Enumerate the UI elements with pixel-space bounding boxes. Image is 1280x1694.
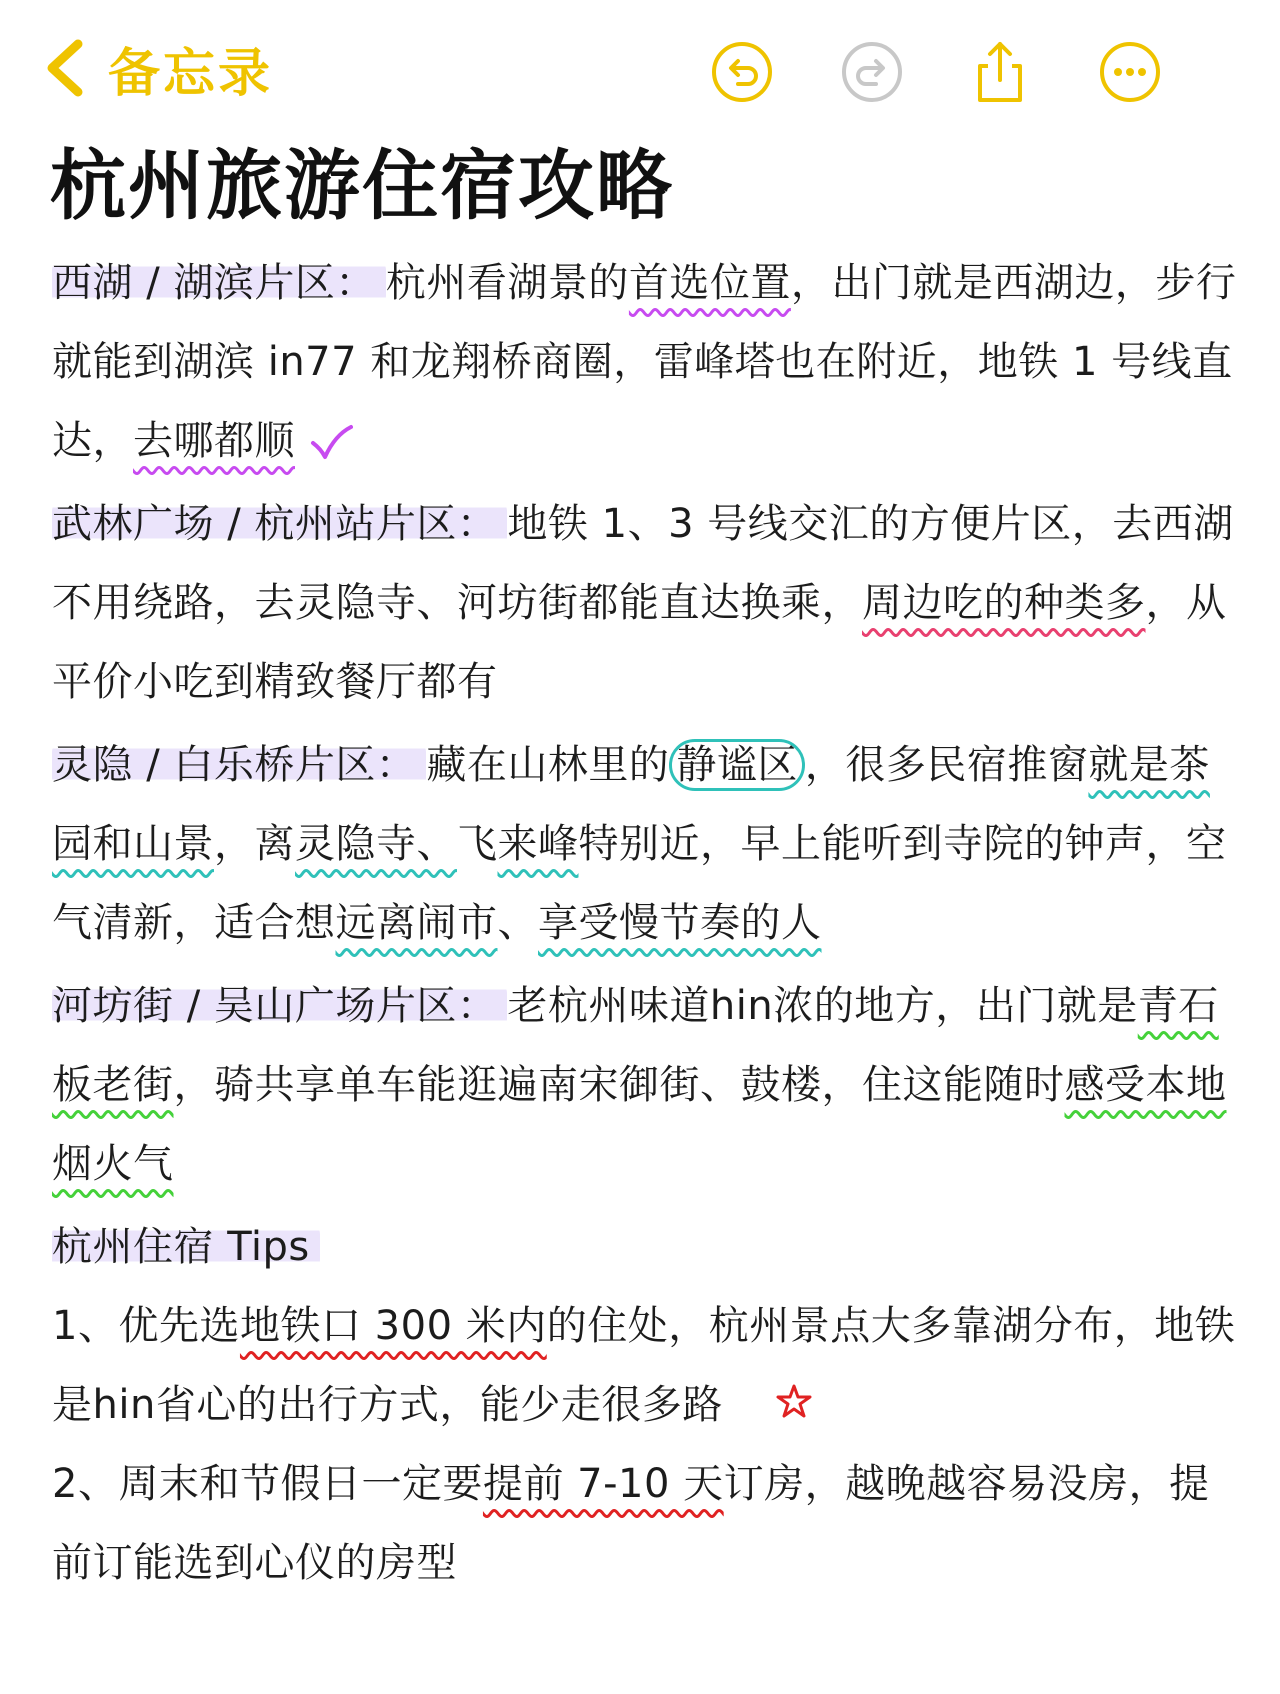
redo-icon xyxy=(838,38,906,106)
section-lingyin xyxy=(52,726,1237,963)
section-text: 老杭州味道hin浓的地方，出门就是 xyxy=(507,983,1138,1029)
section-text: 杭州看湖景的 xyxy=(385,260,629,306)
tip-text: 订房，越晚越容易没房，提前订能选到心仪的房型 xyxy=(52,1461,1210,1586)
section-xihu xyxy=(52,244,1237,481)
highlight-mark: 灵隐寺、 xyxy=(295,821,457,867)
section-hefang xyxy=(52,967,1237,1204)
highlight-mark: 地铁口 300 米内 xyxy=(239,1303,547,1349)
section-heading: 武林广场 / 杭州站片区： xyxy=(52,501,507,547)
undo-button[interactable] xyxy=(708,38,776,106)
more-button[interactable] xyxy=(1096,38,1164,106)
section-text: 地铁 1、3 号线交汇的方便片区，去西湖不用绕路，去灵隐寺、河坊街都能直达换乘， xyxy=(52,501,1234,626)
back-label: 备忘录 xyxy=(108,43,274,104)
share-button[interactable] xyxy=(966,38,1034,106)
share-icon xyxy=(966,38,1034,106)
highlight-mark: 来峰 xyxy=(497,821,579,867)
checkmark-icon xyxy=(309,423,353,463)
chevron-left-icon xyxy=(38,36,94,100)
highlight-mark: 就是茶园和山景 xyxy=(52,742,1210,867)
highlight-mark: 去哪都顺 xyxy=(133,418,295,464)
section-wulin xyxy=(52,485,1237,722)
tip-item xyxy=(52,1287,1237,1445)
star-icon xyxy=(774,1382,814,1422)
note-title: 杭州旅游住宿攻略 xyxy=(50,141,674,230)
highlight-mark: 青石板老街 xyxy=(52,983,1219,1108)
highlight-mark: 享受慢节奏的人 xyxy=(538,900,822,946)
section-heading: 灵隐 / 白乐桥片区： xyxy=(52,742,426,788)
section-text: ，离 xyxy=(214,821,295,867)
section-text: ，骑共享单车能逛遍南宋御街、鼓楼，住这能随时 xyxy=(173,1062,1065,1108)
section-text: ，很多民宿推窗 xyxy=(804,742,1089,788)
tip-item xyxy=(52,1445,1237,1603)
more-icon xyxy=(1096,38,1164,106)
section-text: 藏在山林里的 xyxy=(426,742,670,788)
section-heading: 西湖 / 湖滨片区： xyxy=(52,260,386,306)
highlight-mark: 感受本地烟火气 xyxy=(52,1062,1227,1187)
section-text: 飞 xyxy=(457,821,498,867)
section-text: 特别近，早上能听到寺院的钟声，空气清新，适合想 xyxy=(52,821,1227,946)
section-heading: 河坊街 / 吴山广场片区： xyxy=(52,983,507,1029)
note-body[interactable] xyxy=(52,244,1237,1603)
section-text: ，出门就是西湖边，步行就能到湖滨 in77 和龙翔桥商圈，雷峰塔也在附近，地铁 1 号线直达， xyxy=(52,260,1237,464)
highlight-mark: 周边吃的种类多 xyxy=(862,580,1146,626)
section-text: ，从平价小吃到精致餐厅都有 xyxy=(52,580,1227,705)
highlight-mark: 远离闹市 xyxy=(335,900,498,946)
back-button[interactable] xyxy=(38,36,274,104)
tip-text: 1、优先选 xyxy=(52,1303,240,1349)
highlight-mark: 提前 7-10 天 xyxy=(482,1461,724,1507)
tip-text: 2、周末和节假日一定要 xyxy=(52,1461,483,1507)
undo-icon xyxy=(708,38,776,106)
section-text: 、 xyxy=(497,900,538,946)
redo-button[interactable] xyxy=(838,38,906,106)
tip-text: 的住处，杭州景点大多靠湖分布，地铁是hin省心的出行方式，能少走很多路 xyxy=(52,1303,1236,1428)
nav-bar xyxy=(0,0,1280,140)
circled-mark: 静谧区 xyxy=(669,739,805,791)
tips-heading-line xyxy=(52,1208,1237,1287)
highlight-mark: 首选位置 xyxy=(628,260,791,306)
tips-heading: 杭州住宿 Tips xyxy=(52,1224,320,1270)
